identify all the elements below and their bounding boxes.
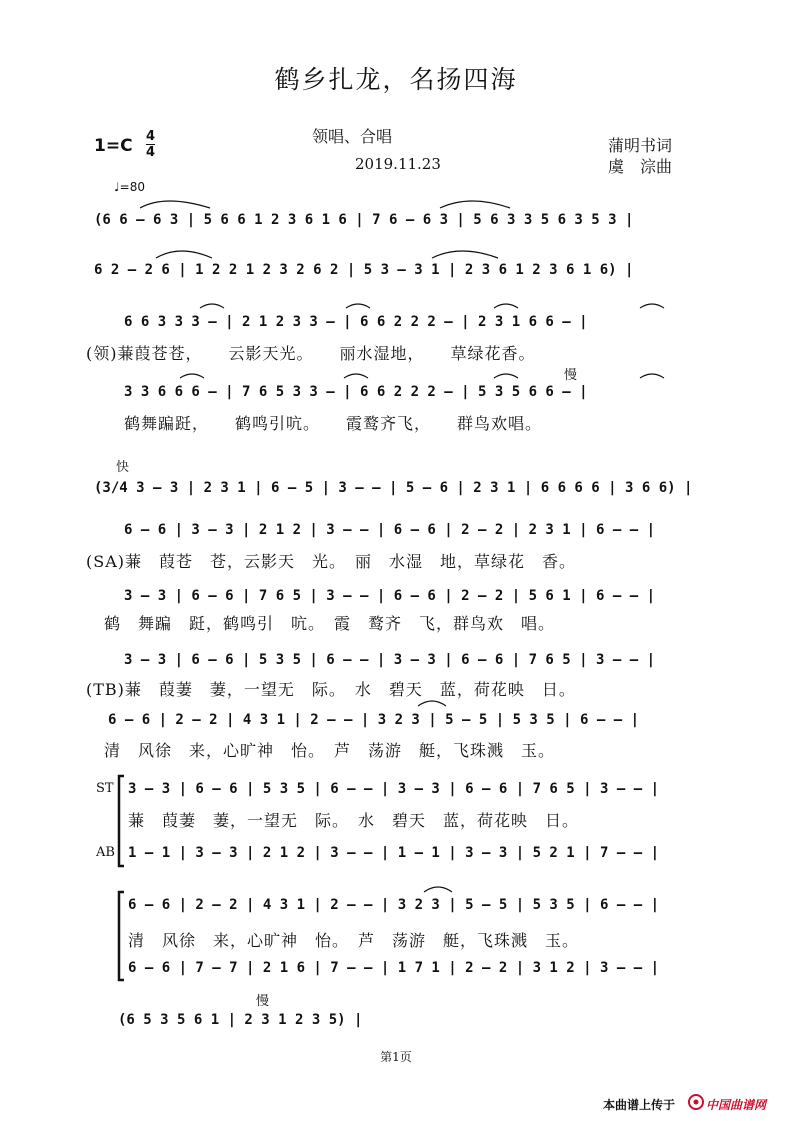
brand-name: 中国曲谱网 — [706, 1098, 767, 1112]
tempo-slow-mark: 慢 — [564, 368, 578, 383]
notation-row: (3/4 3 – 3 | 2 3 1 | 6 – 5 | 3 – – | 5 – 6 | 2 3 1 | 6 6 6 6 | 3 6 6) | — [94, 480, 693, 496]
notation-row: 6 – 6 | 2 – 2 | 4 3 1 | 2 – – | 3 2 3 | 5 – 5 | 5 3 5 | 6 – – | — [128, 897, 660, 913]
part-label-ab: AB — [96, 845, 115, 860]
tempo-slow-mark: 慢 — [256, 994, 270, 1009]
subtitle: 领唱、合唱 — [312, 127, 393, 146]
key-signature: 1=C — [94, 136, 133, 156]
lyric-row: 鹤 舞蹁 跹，鹤鸣引 吭。 霞 鹜齐 飞，群鸟欢 唱。 — [104, 614, 556, 633]
lyric-row: (SA)蒹 葭苍 苍，云影天 光。 丽 水湿 地，草绿花 香。 — [86, 552, 577, 571]
notation-row: (6 5 3 5 6 1 | 2 3 1 2 3 5) | — [118, 1012, 363, 1028]
lyric-row: 鹤舞蹁跹， 鹤鸣引吭。 霞鹜齐飞， 群鸟欢唱。 — [124, 414, 543, 433]
lyricist-credit: 蒲明书词 — [608, 136, 673, 155]
part-label-st: ST — [96, 781, 114, 796]
lyric-row: (领)蒹葭苍苍， 云影天光。 丽水湿地， 草绿花香。 — [86, 344, 536, 363]
tempo-fast-mark: 快 — [116, 460, 130, 475]
lyric-row: 蒹 葭萋 萋，一望无 际。 水 碧天 蓝，荷花映 日。 — [128, 811, 580, 830]
date: 2019.11.23 — [355, 155, 441, 173]
notation-row: (6 6 – 6 3 | 5 6 6 1 2 3 6 1 6 | 7 6 – 6 3 | 5 6 3 3 5 6 3 5 3 | — [94, 212, 634, 228]
composer-credit: 虞 淙曲 — [608, 157, 673, 176]
lyric-row: 清 风徐 来，心旷神 怡。 芦 荡游 艇，飞珠溅 玉。 — [104, 741, 556, 760]
page-number: 第1页 — [380, 1050, 412, 1064]
notation-row: 3 – 3 | 6 – 6 | 7 6 5 | 3 – – | 6 – 6 | 2 – 2 | 5 6 1 | 6 – – | — [124, 588, 656, 604]
notation-row: 6 – 6 | 3 – 3 | 2 1 2 | 3 – – | 6 – 6 | 2 – 2 | 2 3 1 | 6 – – | — [124, 522, 656, 538]
tempo-mark: ♩=80 — [114, 180, 145, 194]
lyric-row: 清 风徐 来，心旷神 怡。 芦 荡游 艇，飞珠溅 玉。 — [128, 931, 580, 950]
notation-row: 3 – 3 | 6 – 6 | 5 3 5 | 6 – – | 3 – 3 | 6 – 6 | 7 6 5 | 3 – – | — [124, 652, 656, 668]
notation-row: 6 6 3 3 3 – | 2 1 2 3 3 – | 6 6 2 2 2 – | 2 3 1 6 6 – | — [124, 314, 588, 330]
notation-row: 6 2 – 2 6 | 1 2 2 1 2 3 2 6 2 | 5 3 – 3 1 | 2 3 6 1 2 3 6 1 6) | — [94, 262, 634, 278]
time-sig-top: 4 — [146, 129, 156, 144]
notation-row: 3 3 6 6 6 – | 7 6 5 3 3 – | 6 6 2 2 2 – | 5 3 5 6 6 – | — [124, 384, 588, 400]
notation-row: 6 – 6 | 7 – 7 | 2 1 6 | 7 – – | 1 7 1 | 2 – 2 | 3 1 2 | 3 – – | — [128, 960, 660, 976]
page-title: 鹤乡扎龙，名扬四海 — [274, 65, 518, 94]
upload-note: 本曲谱上传于 — [603, 1098, 676, 1112]
notation-row: 6 – 6 | 2 – 2 | 4 3 1 | 2 – – | 3 2 3 | 5 – 5 | 5 3 5 | 6 – – | — [108, 712, 640, 728]
notation-row: 3 – 3 | 6 – 6 | 5 3 5 | 6 – – | 3 – 3 | 6 – 6 | 7 6 5 | 3 – – | — [128, 781, 660, 797]
notation-row: 1 – 1 | 3 – 3 | 2 1 2 | 3 – – | 1 – 1 | 3 – 3 | 5 2 1 | 7 – – | — [128, 845, 660, 861]
lyric-row: (TB)蒹 葭萋 萋，一望无 际。 水 碧天 蓝，荷花映 日。 — [86, 680, 576, 699]
brand-logo-icon — [688, 1094, 704, 1110]
time-sig-bottom: 4 — [146, 145, 156, 160]
time-signature — [146, 130, 155, 159]
